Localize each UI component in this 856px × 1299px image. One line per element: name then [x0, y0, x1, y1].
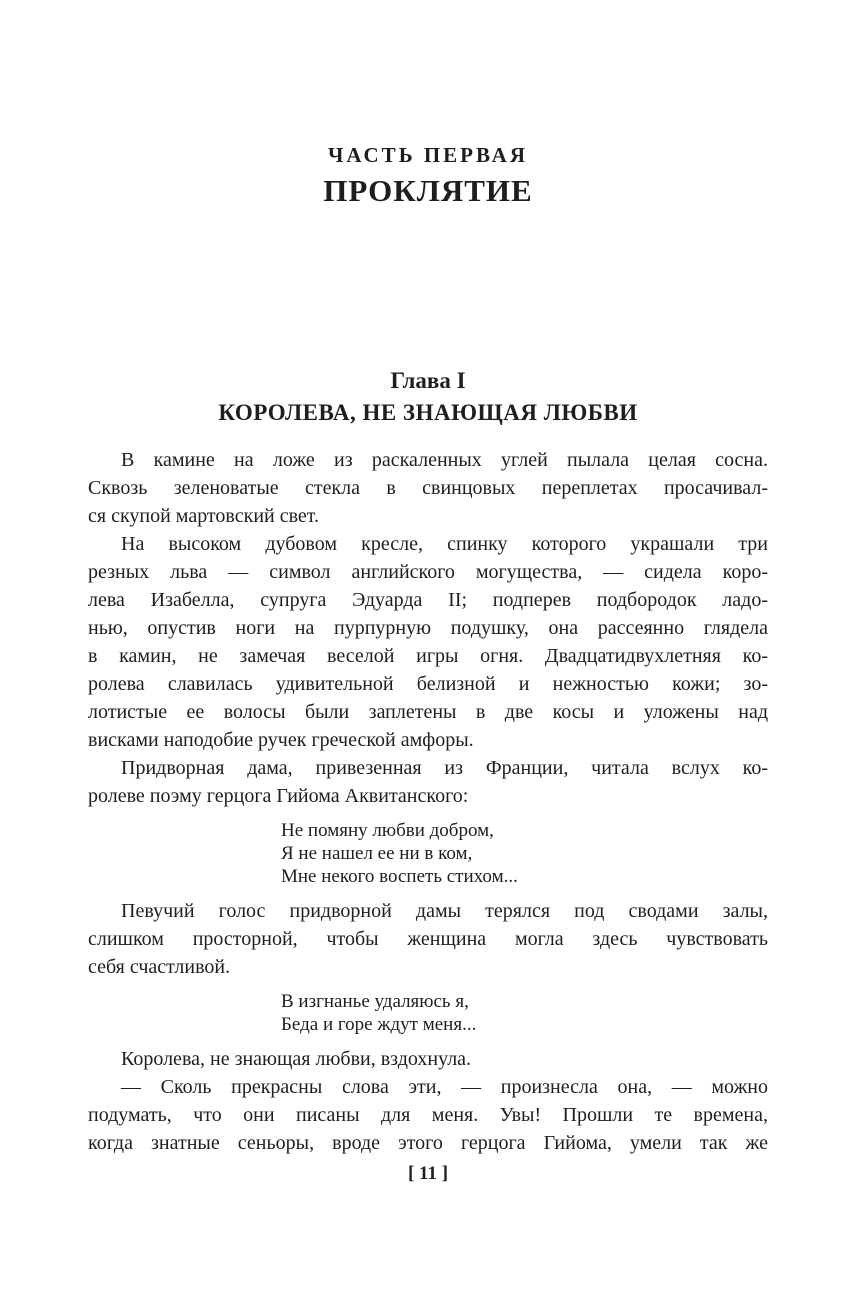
chapter-title: КОРОЛЕВА, НЕ ЗНАЮЩАЯ ЛЮБВИ	[218, 400, 638, 425]
body-line: себя счастливой.	[88, 956, 231, 978]
body-line: лотистые ее волосы были заплетены в две косы и уложены над	[88, 701, 768, 723]
verse-line: В изгнанье удаляюсь я,	[281, 991, 469, 1012]
chapter-heading	[88, 367, 768, 427]
part-kicker: ЧАСТЬ ПЕРВАЯ	[327, 143, 529, 167]
body-line: резных льва — символ английского могущества, — сидела коро-	[88, 561, 768, 583]
verse-block	[281, 990, 768, 1036]
body-line: Сквозь зеленоватые стекла в свинцовых переплетах просачивал-	[88, 477, 768, 499]
body-line: Придворная дама, привезенная из Франции, читала вслух ко-	[121, 757, 768, 779]
body-line: Королева, не знающая любви, вздохнула.	[121, 1048, 472, 1070]
part-heading	[88, 143, 768, 209]
verse-line: Я не нашел ее ни в ком,	[281, 843, 473, 864]
body-line: висками наподобие ручек греческой амфоры.	[88, 729, 474, 751]
body-text	[88, 446, 768, 1157]
paragraph	[88, 1045, 768, 1073]
paragraph	[88, 1073, 768, 1157]
body-line: ролева славилась удивительной белизной и нежностью кожи; зо-	[88, 673, 768, 695]
chapter-number: Глава I	[390, 368, 466, 393]
text-column	[88, 143, 768, 1185]
verse-block	[281, 819, 768, 888]
verse-line: Не помяну любви добром,	[281, 820, 494, 841]
paragraph	[88, 446, 768, 530]
paragraph	[88, 530, 768, 754]
body-line: нью, опустив ноги на пурпурную подушку, она рассеянно глядела	[88, 617, 768, 639]
body-line: слишком просторной, чтобы женщина могла здесь чувствовать	[88, 928, 768, 950]
page-number: [ 11 ]	[407, 1163, 449, 1184]
part-title: ПРОКЛЯТИЕ	[323, 173, 533, 208]
body-line: На высоком дубовом кресле, спинку которого украшали три	[121, 533, 768, 555]
body-line: когда знатные сеньоры, вроде этого герцога Гийома, умели так же	[88, 1132, 768, 1154]
body-line: Певучий голос придворной дамы терялся под сводами залы,	[121, 900, 768, 922]
paragraph	[88, 897, 768, 981]
body-line: лева Изабелла, супруга Эдуарда II; подперев подбородок ладо-	[88, 589, 768, 611]
body-line: — Сколь прекрасны слова эти, — произнесла она, — можно	[121, 1076, 768, 1098]
verse-line: Беда и горе ждут меня...	[281, 1014, 477, 1035]
body-line: В камине на ложе из раскаленных углей пылала целая сосна.	[121, 449, 768, 471]
paragraph	[88, 754, 768, 810]
verse-line: Мне некого воспеть стихом...	[281, 866, 518, 887]
body-line: ся скупой мартовский свет.	[88, 505, 320, 527]
body-line: подумать, что они писаны для меня. Увы! Прошли те времена,	[88, 1104, 768, 1126]
body-line: ролеве поэму герцога Гийома Аквитанского:	[88, 785, 469, 807]
body-line: в камин, не замечая веселой игры огня. Двадцатидвухлетняя ко-	[88, 645, 768, 667]
